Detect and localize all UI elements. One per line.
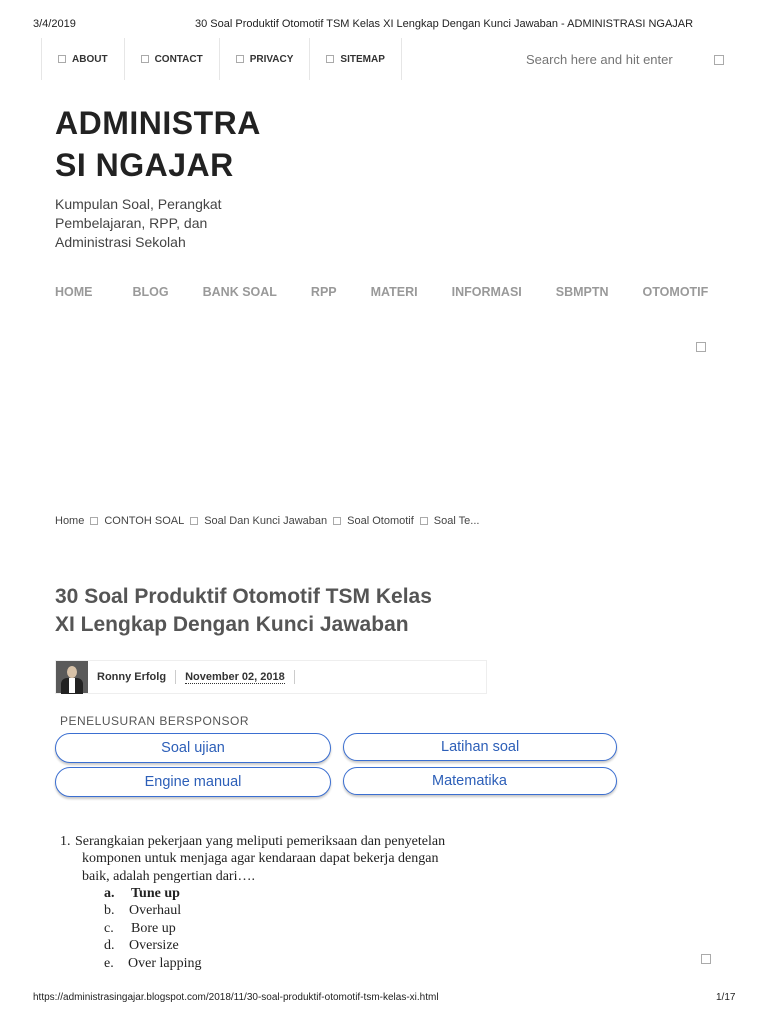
breadcrumb-soal-otomotif[interactable]: Soal Otomotif	[347, 515, 414, 527]
answer-option	[104, 921, 176, 937]
page-icon	[236, 55, 244, 63]
back-to-top-icon[interactable]	[701, 954, 711, 964]
answer-option	[104, 938, 179, 954]
sponsored-links	[55, 732, 520, 802]
mainnav-informasi[interactable]: INFORMASI	[451, 285, 522, 299]
sponsored-link[interactable]: Engine manual	[55, 767, 331, 797]
search-input[interactable]	[526, 50, 726, 68]
answer-option	[104, 956, 201, 972]
page-icon	[141, 55, 149, 63]
option-letter: c.	[104, 921, 114, 936]
top-nav	[41, 38, 402, 80]
tagline-line2: Pembelajaran, RPP, dan	[55, 215, 208, 231]
print-page-title: 30 Soal Produktif Otomotif TSM Kelas XI Lengkap Dengan Kunci Jawaban - ADMINISTRASI NGAJAR	[195, 18, 694, 30]
option-letter: e.	[104, 956, 114, 971]
menu-icon[interactable]	[696, 342, 706, 352]
site-title-line1: ADMINISTRA	[55, 105, 261, 141]
print-date: 3/4/2019	[33, 18, 76, 30]
nav-privacy-label: PRIVACY	[249, 53, 294, 65]
chevron-right-icon	[90, 517, 98, 525]
mainnav-rpp[interactable]: RPP	[310, 285, 337, 299]
option-letter: d.	[104, 938, 115, 953]
option-text: Tune up	[131, 886, 180, 901]
chevron-right-icon	[420, 517, 428, 525]
chevron-right-icon	[190, 517, 198, 525]
answer-option	[104, 903, 181, 919]
question-number: 1.	[60, 834, 71, 849]
option-text: Oversize	[129, 938, 179, 953]
main-nav	[55, 285, 708, 299]
avatar	[56, 661, 88, 693]
nav-about-label: ABOUT	[72, 53, 108, 65]
site-title-line2: SI NGAJAR	[55, 147, 234, 183]
sponsored-link[interactable]: Latihan soal	[343, 733, 617, 761]
breadcrumb	[55, 515, 479, 527]
post-author[interactable]: Ronny Erfolg	[97, 671, 167, 683]
mainnav-sbmptn[interactable]: SBMPTN	[555, 285, 609, 299]
mainnav-bank-soal[interactable]: BANK SOAL	[202, 285, 277, 299]
post-title-line2: XI Lengkap Dengan Kunci Jawaban	[55, 613, 409, 636]
option-text: Overhaul	[129, 903, 182, 918]
nav-sitemap[interactable]	[310, 38, 401, 80]
option-letter: a.	[104, 886, 115, 901]
post-date[interactable]: November 02, 2018	[185, 670, 285, 683]
breadcrumb-soal-kunci[interactable]: Soal Dan Kunci Jawaban	[204, 515, 328, 527]
option-letter: b.	[104, 903, 115, 918]
nav-about[interactable]	[42, 38, 125, 80]
question-text-line3: baik, adalah pengertian dari….	[82, 869, 255, 884]
post-title-line1: 30 Soal Produktif Otomotif TSM Kelas	[55, 585, 432, 608]
post-title	[55, 583, 485, 639]
mainnav-otomotif[interactable]: OTOMOTIF	[642, 285, 709, 299]
page-icon	[326, 55, 334, 63]
nav-privacy[interactable]	[220, 38, 311, 80]
breadcrumb-home[interactable]: Home	[55, 515, 85, 527]
mainnav-home[interactable]: HOME	[55, 285, 93, 299]
breadcrumb-contoh-soal[interactable]: CONTOH SOAL	[104, 515, 185, 527]
sponsored-link[interactable]: Matematika	[343, 767, 617, 795]
site-tagline	[55, 195, 255, 252]
option-text: Bore up	[131, 921, 176, 936]
sponsored-link[interactable]: Soal ujian	[55, 733, 331, 763]
nav-sitemap-label: SITEMAP	[340, 53, 385, 65]
question-text-line2: komponen untuk menjaga agar kendaraan dapat bekerja dengan	[82, 851, 439, 866]
question-text-line1: Serangkaian pekerjaan yang meliputi pemeriksaan dan penyetelan	[75, 834, 446, 849]
option-text: Over lapping	[128, 956, 202, 971]
search-icon[interactable]	[714, 55, 724, 65]
page-icon	[58, 55, 66, 63]
post-meta	[55, 660, 487, 694]
site-title[interactable]	[55, 102, 285, 186]
sponsored-label: PENELUSURAN BERSPONSOR	[60, 714, 250, 728]
print-url: https://administrasingajar.blogspot.com/2018/11/30-soal-produktif-otomotif-tsm-kelas-xi.html	[33, 992, 439, 1003]
mainnav-blog[interactable]: BLOG	[132, 285, 169, 299]
print-page-number: 1/17	[716, 992, 736, 1003]
mainnav-materi[interactable]: MATERI	[370, 285, 418, 299]
breadcrumb-current: Soal Te...	[433, 515, 480, 527]
tagline-line3: Administrasi Sekolah	[55, 234, 186, 250]
tagline-line1: Kumpulan Soal, Perangkat	[55, 196, 222, 212]
answer-option	[104, 886, 180, 902]
nav-contact[interactable]	[125, 38, 220, 80]
nav-contact-label: CONTACT	[154, 53, 203, 65]
chevron-right-icon	[333, 517, 341, 525]
